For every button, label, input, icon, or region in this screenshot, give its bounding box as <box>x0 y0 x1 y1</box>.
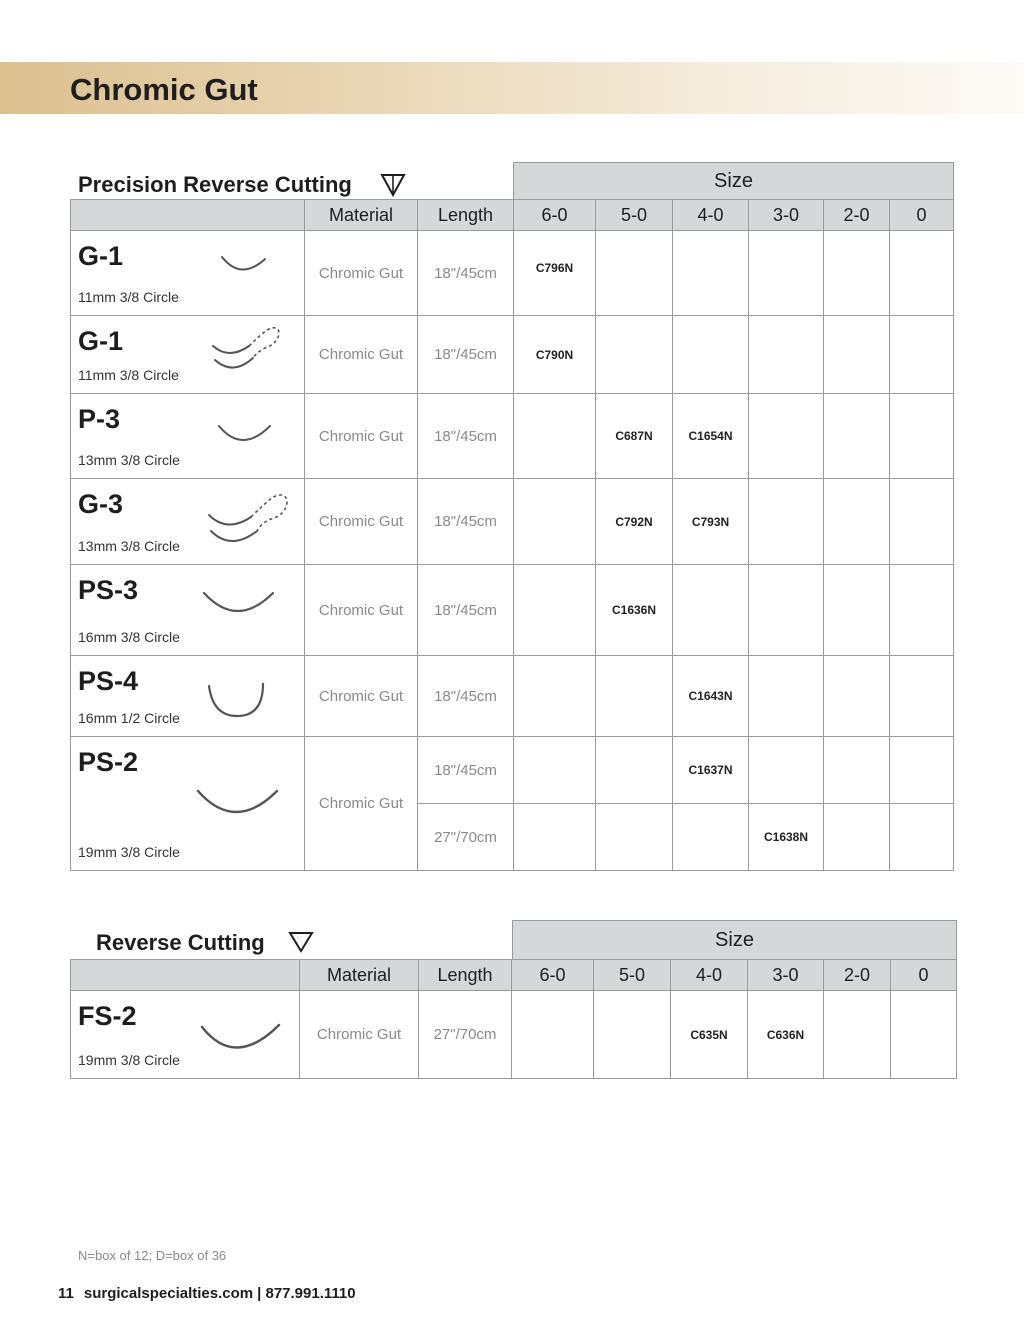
table-header-row <box>71 200 954 231</box>
needle-cell <box>71 479 305 565</box>
needle-description: 13mm 3/8 Circle <box>78 538 180 554</box>
material-cell: Chromic Gut <box>305 316 418 394</box>
header-size-3-0: 3-0 <box>749 200 824 231</box>
needle-curve-icon <box>216 420 274 450</box>
needle-name: FS-2 <box>78 1001 137 1031</box>
double-needle-curve-icon <box>209 322 285 374</box>
product-code-cell <box>824 316 890 394</box>
needle-cell <box>71 316 305 394</box>
table-row <box>71 656 954 737</box>
needle-cell <box>71 737 305 871</box>
product-code-cell <box>749 737 824 804</box>
product-code-cell <box>890 394 954 479</box>
needle-name: G-1 <box>78 241 124 271</box>
product-code-cell: C792N <box>596 479 673 565</box>
section2-title: Reverse Cutting <box>96 930 265 955</box>
length-cell: 18"/45cm <box>418 394 514 479</box>
size-header: Size <box>512 920 957 961</box>
product-code-cell <box>749 656 824 737</box>
header-size-2-0: 2-0 <box>824 960 891 991</box>
product-code-cell <box>514 656 596 737</box>
product-code-cell: C796N <box>514 231 596 316</box>
product-code-cell <box>514 737 596 804</box>
needle-name: PS-2 <box>78 747 139 777</box>
product-code-cell: C1654N <box>673 394 749 479</box>
needle-cell <box>71 656 305 737</box>
product-code-cell <box>824 231 890 316</box>
needle-curve-icon <box>205 680 269 720</box>
product-code-cell <box>824 991 891 1079</box>
material-cell: Chromic Gut <box>305 394 418 479</box>
needle-name: PS-3 <box>78 575 139 605</box>
needle-description: 11mm 3/8 Circle <box>78 367 179 383</box>
material-cell: Chromic Gut <box>300 991 419 1079</box>
product-code-cell <box>749 394 824 479</box>
product-code-cell <box>890 565 954 656</box>
double-needle-curve-icon <box>205 489 293 551</box>
needle-name: G-3 <box>78 489 124 519</box>
header-size-4-0: 4-0 <box>671 960 748 991</box>
product-code-cell: C635N <box>671 991 748 1079</box>
product-code-cell <box>596 316 673 394</box>
product-code-cell <box>749 316 824 394</box>
product-code-cell <box>514 804 596 871</box>
needle-curve-icon <box>199 1021 283 1057</box>
needle-curve-icon <box>219 251 269 281</box>
needle-cell <box>71 394 305 479</box>
product-code-cell: C636N <box>748 991 824 1079</box>
header-length: Length <box>418 200 514 231</box>
product-code-cell <box>514 565 596 656</box>
product-code-cell: C1637N <box>673 737 749 804</box>
header-size-0: 0 <box>890 200 954 231</box>
needle-cell <box>71 565 305 656</box>
table-row <box>71 394 954 479</box>
product-code-cell <box>824 656 890 737</box>
needle-cell <box>71 231 305 316</box>
table-row <box>71 231 954 316</box>
reverse-cutting-table <box>70 959 957 1079</box>
material-cell: Chromic Gut <box>305 737 418 871</box>
reverse-cutting-icon <box>288 931 314 953</box>
needle-name: P-3 <box>78 404 121 434</box>
material-cell: Chromic Gut <box>305 231 418 316</box>
page-number: 11 <box>58 1285 74 1302</box>
section1-title: Precision Reverse Cutting <box>78 172 352 197</box>
needle-name: G-1 <box>78 326 124 356</box>
product-code-cell <box>514 394 596 479</box>
product-code-cell <box>891 991 957 1079</box>
product-code-cell <box>890 316 954 394</box>
header-size-3-0: 3-0 <box>748 960 824 991</box>
header-length: Length <box>419 960 512 991</box>
length-cell: 18"/45cm <box>418 231 514 316</box>
header-material: Material <box>300 960 419 991</box>
needle-description: 13mm 3/8 Circle <box>78 452 180 468</box>
header-size-4-0: 4-0 <box>673 200 749 231</box>
table-row <box>71 316 954 394</box>
product-code-cell: C1636N <box>596 565 673 656</box>
material-cell: Chromic Gut <box>305 565 418 656</box>
product-code-cell <box>890 656 954 737</box>
length-cell: 27"/70cm <box>419 991 512 1079</box>
product-code-cell <box>749 565 824 656</box>
product-code-cell: C1638N <box>749 804 824 871</box>
table-row <box>71 991 957 1079</box>
precision-reverse-cutting-table <box>70 199 954 871</box>
product-code-cell <box>890 231 954 316</box>
table-row <box>71 565 954 656</box>
product-code-cell <box>673 565 749 656</box>
needle-description: 19mm 3/8 Circle <box>78 1052 180 1068</box>
length-cell: 18"/45cm <box>418 316 514 394</box>
needle-description: 16mm 1/2 Circle <box>78 710 180 726</box>
product-code-cell <box>596 231 673 316</box>
product-code-cell: C790N <box>514 316 596 394</box>
footnote: N=box of 12; D=box of 36 <box>78 1248 227 1263</box>
product-code-cell <box>890 804 954 871</box>
product-code-cell <box>512 991 594 1079</box>
page-footer <box>58 1285 366 1302</box>
table-row <box>71 737 954 804</box>
product-code-cell <box>824 737 890 804</box>
header-size-5-0: 5-0 <box>594 960 671 991</box>
product-code-cell: C687N <box>596 394 673 479</box>
product-code-cell <box>596 737 673 804</box>
length-cell: 18"/45cm <box>418 656 514 737</box>
product-code-cell <box>890 737 954 804</box>
product-code-cell <box>673 316 749 394</box>
header-size-6-0: 6-0 <box>512 960 594 991</box>
needle-curve-icon <box>201 589 277 621</box>
header-size-0: 0 <box>891 960 957 991</box>
page-title: Chromic Gut <box>70 72 258 107</box>
product-code-cell: C793N <box>673 479 749 565</box>
product-code-cell <box>749 231 824 316</box>
product-code-cell <box>514 479 596 565</box>
header-needle <box>71 960 300 991</box>
product-code-cell <box>596 656 673 737</box>
product-code-cell <box>594 991 671 1079</box>
product-code-cell <box>673 231 749 316</box>
precision-reverse-cutting-icon <box>380 173 406 197</box>
needle-curve-icon <box>195 787 281 821</box>
product-code-cell <box>824 565 890 656</box>
material-cell: Chromic Gut <box>305 656 418 737</box>
product-code-cell <box>673 804 749 871</box>
product-code-cell <box>824 804 890 871</box>
needle-description: 11mm 3/8 Circle <box>78 289 179 305</box>
product-code-cell <box>824 394 890 479</box>
needle-description: 19mm 3/8 Circle <box>78 844 180 860</box>
product-code-cell <box>824 479 890 565</box>
length-cell: 18"/45cm <box>418 737 514 804</box>
product-code-cell: C1643N <box>673 656 749 737</box>
website-link[interactable]: surgicalspecialties.com <box>83 1285 254 1302</box>
needle-cell <box>71 991 300 1079</box>
phone-number: | 877.991.1110 <box>257 1285 356 1302</box>
needle-description: 16mm 3/8 Circle <box>78 629 180 645</box>
length-cell: 18"/45cm <box>418 479 514 565</box>
header-material: Material <box>305 200 418 231</box>
size-header: Size <box>513 162 954 201</box>
needle-name: PS-4 <box>78 666 139 696</box>
table-row <box>71 479 954 565</box>
length-cell: 27"/70cm <box>418 804 514 871</box>
product-code-cell <box>890 479 954 565</box>
header-needle <box>71 200 305 231</box>
product-code-cell <box>749 479 824 565</box>
length-cell: 18"/45cm <box>418 565 514 656</box>
product-code-cell <box>596 804 673 871</box>
header-size-6-0: 6-0 <box>514 200 596 231</box>
material-cell: Chromic Gut <box>305 479 418 565</box>
header-size-5-0: 5-0 <box>596 200 673 231</box>
table-header-row <box>71 960 957 991</box>
header-size-2-0: 2-0 <box>824 200 890 231</box>
